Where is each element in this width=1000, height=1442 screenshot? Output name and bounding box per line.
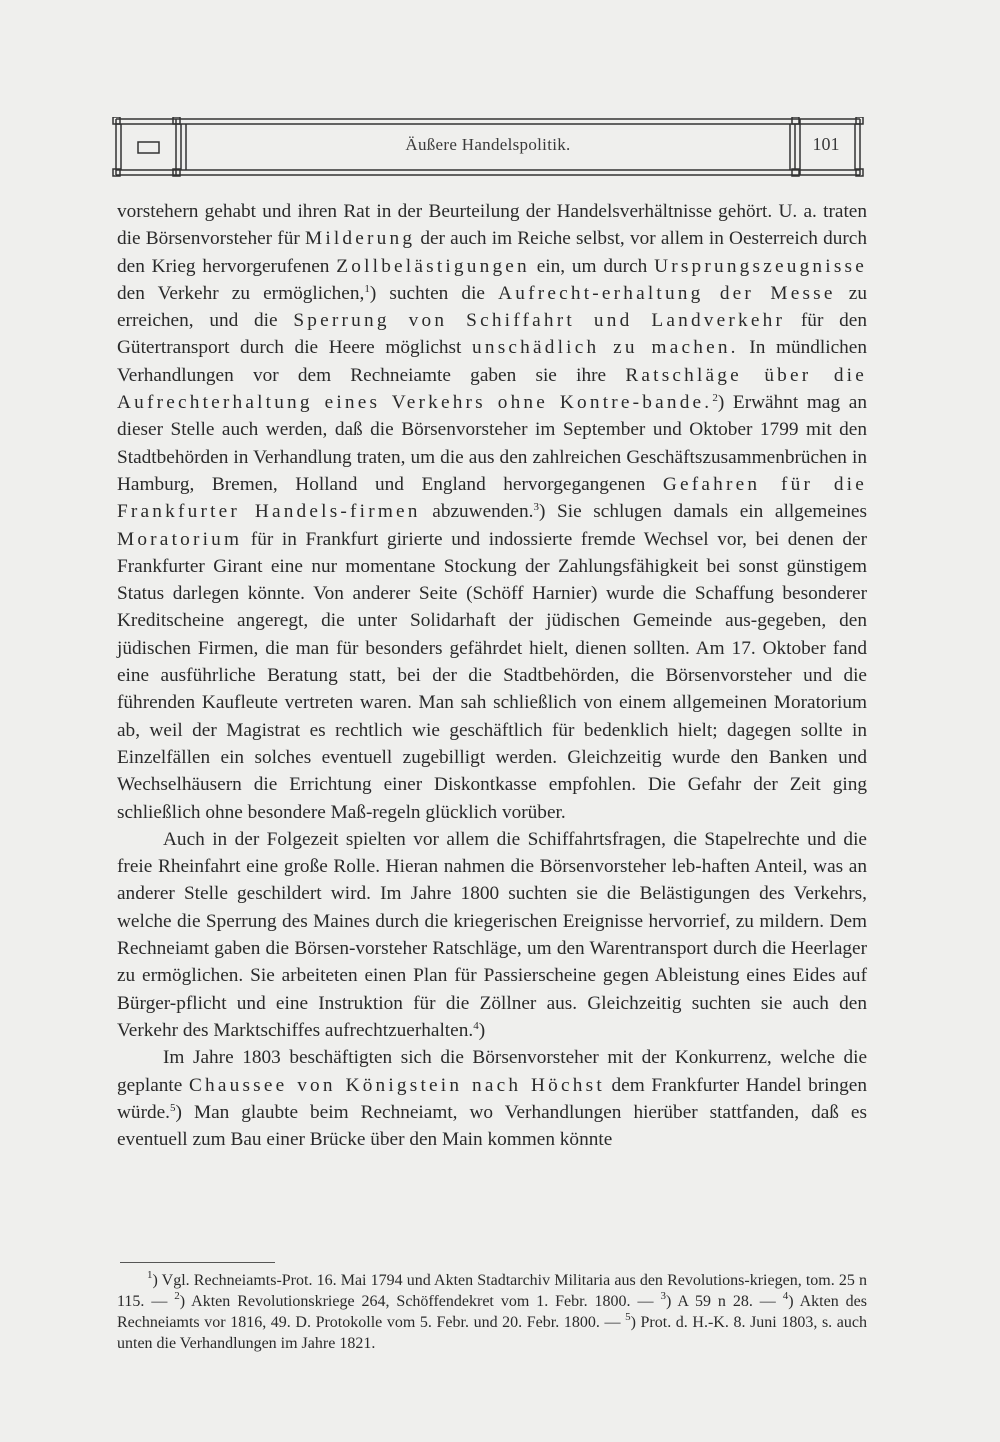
footnote-marker: 2 bbox=[174, 1290, 180, 1302]
footnote-marker: 4 bbox=[782, 1290, 789, 1302]
footnote-ref: 2 bbox=[712, 392, 718, 405]
text-run: ) Erwähnt mag an dieser Stelle auch werden, daß die Börsenvorsteher im September und Oktober 1799 mit den Stadtbehörden in Verhandlung traten, um die aus den zahlreichen Geschäftszusammenbrüchen in Hamburg, Bremen, Holland und England hervorgegangenen bbox=[117, 392, 867, 495]
footnotes bbox=[117, 1270, 867, 1354]
footnote-ref: 4 bbox=[473, 1019, 479, 1032]
body-text bbox=[117, 198, 867, 1153]
footnote-marker: 3 bbox=[660, 1290, 666, 1302]
footnote-text: ) Akten des Rechneiamts vor 1816, 49. D. Protokolle vom 5. Febr. und 20. Febr. 1800. — bbox=[117, 1293, 867, 1331]
footnote-text: ) Vgl. Rechneiamts-Prot. 16. Mai 1794 und Akten Stadtarchiv Militaria aus den Revolutions-kriegen, tom. 25 n 115. — bbox=[117, 1272, 867, 1310]
header-title: Äußere Handelspolitik. bbox=[405, 135, 571, 154]
footnote-marker: 1 bbox=[147, 1269, 153, 1281]
spaced-text: Aufrecht-erhaltung der Messe bbox=[498, 282, 836, 304]
spaced-text: Ratschläge über die Aufrechterhaltung eines Verkehrs ohne Kontre-bande. bbox=[117, 364, 867, 414]
spaced-text: Chaussee von Königstein nach Höchst bbox=[188, 1074, 605, 1096]
text-run: den Verkehr zu ermöglichen, bbox=[117, 282, 365, 304]
paragraph-1 bbox=[117, 198, 867, 826]
text-run: ) bbox=[478, 1019, 486, 1041]
text-run: dem Frankfurter Handel bringen würde. bbox=[117, 1074, 868, 1123]
footnote-ref: 5 bbox=[170, 1101, 176, 1114]
spaced-text: Moratorium bbox=[117, 528, 243, 550]
spaced-text: Ursprungszeugnisse bbox=[654, 255, 867, 277]
footnote-block bbox=[117, 1270, 867, 1354]
text-run: für in Frankfurt girierte und indossierte fremde Wechsel vor, bei denen der Frankfurter Girant eine nur momentane Stockung der Zahlungsfähigkeit bei sonst günstigem Status darlegen könnte. Von anderer Seite (Schöff Harnier) wurde die Schaffung besonderer Kreditscheine angeregt, die unter Solidarhaft der jüdischen Gemeinde aus-gegeben, den jüdischen Firmen, die man für besonders gefährdet hielt, dienen sollten. Am 17. Oktober fand eine ausführliche Beratung statt, bei der die Stadtbehörden, die Börsenvorsteher und die führenden Kaufleute vertreten waren. Man sah schließlich von einem allgemeinen Moratorium ab, weil der Magistrat es rechtlich wie geschäftlich für bedenklich hielt; dagegen sollte in Einzelfällen ein solches eventuell zugebilligt werden. Gleichzeitig wurde den Banken und Wechselhäusern die Errichtung einer Diskontkasse empfohlen. Die Gefahr der Zeit ging schließlich ohne besondere Maß-regeln glücklich vorüber. bbox=[117, 528, 867, 823]
footnote-ref: 3 bbox=[533, 501, 539, 514]
spaced-text: Zollbelästigungen bbox=[336, 255, 530, 277]
text-run: für den Gütertransport durch die Heere möglichst bbox=[117, 310, 867, 359]
running-header bbox=[112, 117, 864, 177]
spaced-text: Milderung bbox=[304, 228, 416, 250]
text-run: ) suchten die bbox=[369, 282, 499, 304]
text-run: Im Jahre 1803 beschäftigten sich die Börsenvorsteher mit der Konkurrenz, welche die geplante bbox=[117, 1047, 867, 1096]
footnote-separator bbox=[120, 1262, 275, 1263]
text-run: abzuwenden. bbox=[420, 501, 534, 523]
text-run: zu erreichen, und die bbox=[117, 282, 867, 332]
paragraph-2 bbox=[117, 826, 867, 1044]
text-run: In mündlichen Verhandlungen vor dem Rechneiamte gaben sie ihre bbox=[117, 337, 868, 386]
footnote-text: ) Akten Revolutionskriege 264, Schöffendekret vom 1. Febr. 1800. — bbox=[179, 1293, 661, 1310]
text-run: vorstehern gehabt und ihren Rat in der Beurteilung der Handelsverhältnisse gehört. U. a. traten die Börsenvorsteher für bbox=[117, 201, 867, 250]
text-run: ) Sie schlugen damals ein allgemeines bbox=[538, 501, 867, 523]
footnote-text: ) A 59 n 28. — bbox=[665, 1293, 783, 1310]
text-run: der auch im Reiche selbst, vor allem in Oesterreich durch den Krieg hervorgerufenen bbox=[117, 228, 867, 277]
text-run: ) Man glaubte beim Rechneiamt, wo Verhandlungen hierüber stattfanden, daß es eventuell zum Bau einer Brücke über den Main kommen könnte bbox=[117, 1101, 867, 1151]
text-run: ein, um durch bbox=[529, 255, 655, 277]
spaced-text: Gefahren für die Frankfurter Handels-firmen bbox=[117, 473, 867, 523]
paragraph-3 bbox=[117, 1044, 867, 1153]
text-run: Auch in der Folgezeit spielten vor allem die Schiffahrtsfragen, die Stapelrechte und die freie Rheinfahrt eine große Rolle. Hieran nahmen die Börsenvorsteher leb-haften Anteil, was an anderer Stelle geschildert wird. Im Jahre 1800 suchten sie die Belästigungen des Verkehrs, welche die Sperrung des Maines durch die kriegerischen Ereignisse hervorrief, zu mildern. Dem Rechneiamt gaben die Börsen-vorsteher Ratschläge, um den Warentransport durch die Heerlager zu ermöglichen. Sie arbeiteten einen Plan für Passierscheine gegen Ableistung eines Eides auf Bürger-pflicht und eine Instruktion für die Zöllner aus. Gleichzeitig suchten sie auch den Verkehr des Marktschiffes aufrechtzuerhalten. bbox=[117, 828, 867, 1041]
spaced-text: Sperrung von Schiffahrt und Landverkehr bbox=[293, 310, 786, 332]
footnote-marker: 5 bbox=[625, 1311, 631, 1323]
footnote-ref: 1 bbox=[364, 282, 370, 295]
footnote-text: ) Prot. d. H.-K. 8. Juni 1803, s. auch unten die Verhandlungen im Jahre 1821. bbox=[117, 1314, 867, 1352]
page-number: 101 bbox=[812, 134, 840, 154]
spaced-text: unschädlich zu machen. bbox=[472, 337, 739, 359]
